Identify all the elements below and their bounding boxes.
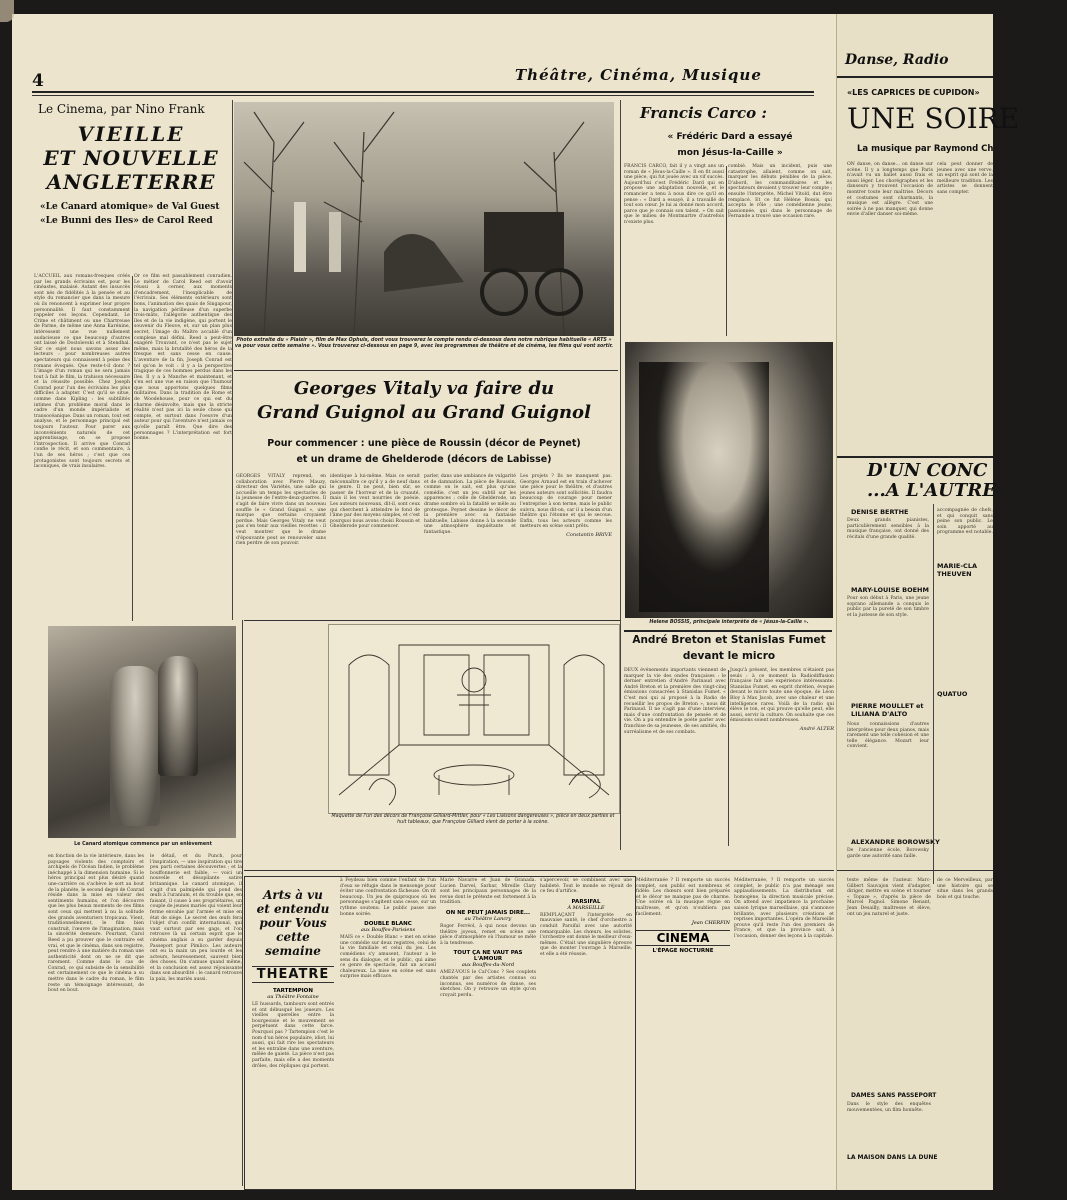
right-col-c4 (847, 848, 929, 878)
plaisir-photo (234, 102, 614, 336)
bottom-item-1: DAMES SANS PASSEPORT (851, 1092, 937, 1099)
body-text: FRANCIS CARCO, fait il y a vingt ans un roman de « Jésus-la-Caille ». Il en fit aussi une pièce, qui fut jouée avec un vif succès. Aujourd'hui c'est Frédéric Dard qui en propose une adaptation nouvelle, et le romancier a tenu à nous dire ce qu'il en pense : « Dard a essayé, il a travaillé de tout son cœur. Je lui ai donné mon accord, parce que je connais son talent. » On sait que le milieu de Montmartre d'autrefois n'existe plus. (624, 164, 724, 225)
cinema-headline-2: ET NOUVELLE (43, 146, 219, 170)
body-text: le détail, et du Punch, pour l'inspiration, — une inspiration qui tire peu parti certaines découvertes ; et la bouffonnerie est faible, — voici un nouvelle et désopilante satire britannique. Le canard atomique, il s'agit d'un palmipède qui pond des œufs à l'uranium, et du trouble que, en faisant, il cause à ses propriétaires, un couple de jeunes mariés qui voient leur ferme envahie par l'armée et mise en état de siège. Le secret des œufs fera l'objet d'un conflit international, qui vaut surtout par ses gags, et l'on retrouve là un certain esprit que le cinéma anglais a su garder depuis Passeport pour Pimlico. Les auteurs ont eu la main un peu lourde et les acteurs, heureusement, sauvent bien des choses. On s'amuse quand même, et la conclusion est assez réjouissante dans son absurdité : le canard retrouve la paix, les mariés aussi. (150, 854, 242, 983)
body-text: identique à lui-même. Mais ce serait méconnaître ce qu'il y a de neuf dans le genre. Il ne peut, bien sûr, se passer de l'horreur et de la cruauté, mais il les veut nourries de poésie. Les auteurs nouveaux, dit-il, sont ceux qui cherchent à atteindre le fond de l'âme par des moyens simples, et c'est pourquoi nous avons choisi Roussin et Ghelderode pour commencer. (330, 474, 420, 530)
body-text: AMEZ-VOUS le Cal'Conc ? Ses couplets chantés par des artistes connus ou inconnus, ses numéros de danse, ses sketches. On y retrouve un style qu'on croyait perdu. (440, 970, 536, 998)
breton-col-2 (730, 668, 834, 848)
cinema-sub-2: «Le Bunni des Iles» de Carol Reed (40, 216, 213, 226)
cinema-continuation-1 (48, 854, 144, 1184)
body-text: texte même de l'auteur. Marc-Gilbert Sauvajon vient d'adapter, diriger, mettre en scène et tourner « Topaze », d'après la pièce de Marcel Pagnol. Simone Renant, Jean Desailly, maîtresse et élève, ont un jeu naturel et juste. (847, 878, 931, 917)
helene-caption: Helene BOSSIS, principale interprète de « Jésus-la-Caille ». (649, 620, 809, 625)
body-text: Les projets ? Ils ne manquent pas. Georges Arnaud est en train d'achever une pièce pour le théâtre, et d'autres jeunes auteurs sont sollicités. Il faudra beaucoup de courage pour mener l'entreprise à son terme, mais le public suivra, nous dit-on, car il a besoin d'un théâtre qui l'étonne et qui le secoue. Enfin, tous les acteurs comme les metteurs en scène sont prêts. (520, 474, 612, 530)
cinema-sub-1: «Le Canard atomique» de Val Guest (40, 202, 220, 212)
name-2: MARY-LOUISE BOEHM (851, 586, 929, 594)
body-text: accompagnée de chefs, et qui conquit sans peine son public. Le soin apporté au programme est notable. (937, 508, 993, 536)
arts-col-4 (540, 878, 632, 1184)
body-text: Pour son début à Paris, une jeune soprano allemande a conquis le public par la pureté de son timbre et la justesse de son style. (847, 596, 929, 618)
right-col-e (847, 878, 931, 1088)
arts-item-2: DOUBLE BLANC (364, 921, 412, 928)
vitaly-col-3 (424, 474, 516, 614)
section-title: Théâtre, Cinéma, Musique (515, 66, 762, 84)
vitaly-col-1 (236, 474, 326, 614)
mouse-cursor-icon (0, 0, 14, 22)
vitaly-headline-2: Grand Guignol au Grand Guignol (257, 402, 591, 423)
caprices-kicker: «LES CAPRICES DE CUPIDON» (847, 88, 980, 97)
column-rule (728, 670, 729, 846)
canard-photo (48, 626, 236, 838)
cinema-kicker: Le Cinema, par Nino Frank (38, 102, 205, 116)
carco-sub-2: mon Jésus-la-Caille » (677, 148, 783, 158)
arts-item-3: TOUT ÇA NE VAUT PAS L'AMOUR (453, 950, 523, 963)
vitaly-col-2 (330, 474, 420, 614)
arts-item-5: PARSIFAL (571, 898, 601, 905)
right-col-g (937, 878, 993, 1178)
bottom-right-col (734, 878, 834, 1184)
body-text: Dans le style des enquêtes mouvementées, un film honnête. (847, 1102, 931, 1113)
column-rule (726, 166, 727, 336)
header-rule-thin (32, 95, 814, 96)
column-rule (242, 620, 243, 1186)
arts-item-4-sub: au Théâtre Lancry (464, 915, 512, 922)
body-text: De l'ancienne école, Borowsky garde une autorité sans faille. (847, 848, 929, 859)
concert-headline-b: ...A L'AUTRE (867, 480, 996, 501)
body-text: Roger Ferréol, à qui nous devons un théâtre joyeux, remet en scène une pièce d'atmosphère où l'humour se mêle à la tendresse. (440, 923, 536, 946)
bottom-item-2: LA MAISON DANS LA DUNE (847, 1154, 938, 1161)
vitaly-sub-2: et un drame de Ghelderode (décors de Labisse) (296, 454, 552, 465)
arts-col-3 (440, 878, 536, 1184)
next-section-title: Danse, Radio (845, 52, 949, 68)
breton-headline-2: devant le micro (682, 650, 776, 662)
cinema-headline-1: VIEILLE (77, 122, 185, 146)
breton-signature: André ALTER (799, 725, 834, 732)
column-rule (132, 276, 133, 621)
body-text: de ce Merveilleux, par une histoire qui se situe dans les grands bois et qui touche. (937, 878, 993, 900)
right-col-b (937, 162, 993, 452)
cinema-headline-3: ANGLETERRE (46, 170, 216, 194)
carriage-illustration (234, 102, 614, 336)
body-text: en fonction de la vie intérieure, dans les paysages violents des comptoirs et archipels de l'Océan Indien, le problème inéchappé à la dimension humaine. Si le héros principal est plus désiré quand une-carrière ou s'achève le sort au bout de la planète, le second degré de Conrad réside dans la mise en valeur des sentiments humains, et l'on découvre que les plus beaux moments de ces films sont ceux qui mettent à nu la solitude des grands aventuriers tropicaux. Vient, traditionnellement, le film bien construit, l'œuvre de l'imagination, mais la sincérité demeure. Pourtant, Carol Reed a pu prouver que le contraire est vrai, et que le cinéma, dans son registre, peut rendre à une matière du roman une authenticité dont on ne se dit que rarement. Comme dans le cas de Conrad, ce qui subsiste de la sensibilité est certainement ce que le cinéma a su mettre dans le cadre du roman, le film reste un témoignage intéressant, de bout en bout. (48, 854, 144, 994)
arts-cinema-label: CINEMA (636, 930, 730, 946)
section-rule (234, 370, 618, 371)
carco-sub-1: « Frédéric Dard a essayé (667, 132, 793, 142)
vitaly-headline-1: Georges Vitaly va faire du (293, 378, 555, 399)
arts-section-theatre: THEATRE (252, 966, 334, 983)
body-text: combié. Mais un incident, puis une catastrophe, allaient, comme on sait, marquer les débuts pénibles de la pièce. D'abord, les commanditaires et les spectateurs devaient y trouver leur compte ; ensuite l'interprète, Michel Vitold, dut être remplacé. Et ce fut Hélène Bossis, qui accepta le rôle ; une comédienne jeune, passionnée, qui dans le personnage de Fernande a trouvé une occasion rare. (728, 164, 832, 220)
vitaly-sub-1: Pour commencer : une pièce de Roussin (décor de Peynet) (267, 438, 581, 449)
caprices-headline: UNE SOIRE (847, 102, 1020, 135)
arts-col-2 (340, 878, 436, 1184)
section-rule (624, 630, 832, 632)
body-text: Jusqu'à présent, les membres n'étaient pas seuls : à ce moment la Radiodiffusion française fait une expérience intéressante. Stanislas Fumet, en esprit chrétien, évoque devant le micro toute une époque, de Léon Bloy à Max Jacob, avec une chaleur et une intelligence rares. Voilà de la radio qui élève le ton, et qui prouve qu'elle peut, elle aussi, servir la culture. On souhaite que ces émissions soient nombreuses. (730, 668, 834, 724)
arts-col-1 (252, 988, 334, 1184)
name-1: DENISE BERTHE (851, 508, 909, 516)
cinema-continuation-2 (150, 854, 242, 1184)
carco-col-2 (728, 164, 832, 340)
section-rule (244, 870, 834, 871)
body-text: ON danse, on danse... on danse sur scène. Il y a longtemps que Paris n'avait vu un ballet aussi frais et aussi léger. Les chorégraphes et les danseurs y trouvent l'occasion de montrer toute leur maîtrise. Décors et costumes sont charmants, la musique est allègre. C'est une soirée à ne pas manquer, qui donne envie d'aller danser soi-même. (847, 162, 933, 218)
arts-item-1-sub: au Théâtre Fontaine (267, 994, 319, 1000)
arts-line-4: cette semaine (265, 930, 321, 958)
next-page-strip (836, 14, 1020, 1190)
carco-headline: Francis Carco : (640, 104, 767, 122)
helene-photo (625, 342, 833, 618)
right-col-f (847, 1102, 931, 1162)
right-col-d (937, 508, 993, 878)
breton-col-1 (624, 668, 726, 848)
section-rule (837, 870, 993, 871)
section-rule (837, 456, 993, 458)
plaisir-caption: Photo extraite du « Plaisir », film de Max Ophuls, dont vous trouverez le compte rendu ci-dessous dans notre rubrique habituelle « ARTS » va pour vous cette semaine ». Vous trouverez ci-dessous en page 9, avec les programmes de théâtre et de cinéma, les films qui vont sortir. (234, 338, 614, 349)
body-text: Deux grands pianistes, particulièrement sensibles à la musique française, ont donné des récitals d'une grande qualité. (847, 518, 929, 540)
photo-figure (110, 666, 160, 826)
vitaly-signature: Constantin BRIVE (566, 531, 612, 538)
column-rule (232, 100, 233, 620)
name-3: PIERRE MOULLET et LILIANA D'ALTO (851, 702, 924, 718)
arts-item-2-sub: aux Bouffes-Parisiens (360, 927, 416, 934)
breton-headline-1: André Breton et Stanislas Fumet (632, 634, 826, 646)
right-col-c1 (847, 518, 929, 578)
body-text: REMPLAÇANT l'interprète en mauvaise santé, le chef d'orchestre a conduit Parsifal avec une autorité remarquable. Les chœurs, les solistes, l'orchestre ont donné le meilleur d'eux-mêmes. C'était une singulière épreuve que de monter l'ouvrage à Marseille, et elle a été réussie. (540, 912, 632, 957)
body-text: DEUX événements importants viennent de marquer la vie des ondes françaises : le dernier entretien d'André Parinaud avec André Breton et la première des vingt-cinq émissions consacrées à Stanislas Fumet. « C'est moi qui ai proposé à la Radio de recueillir les propos de Breton », nous dit Parinaud. Il ne s'agit pas d'une interview, mais d'une confrontation de pensée et de vie. On a pu entendre le poète parler avec franchise de sa jeunesse, de ses amitiés, du surréalisme et de ses combats. (624, 668, 726, 735)
arts-cinema-item: L'ÉPAGE NOCTURNE (652, 948, 714, 955)
arts-col-5 (636, 878, 730, 1184)
page-number: 4 (32, 71, 44, 91)
newspaper-page (12, 14, 842, 1190)
concert-headline: D'UN CONC (867, 460, 988, 481)
arts-item-5-sub: À MARSEILLE (567, 904, 605, 911)
body-text: MAIS ce « Double Blanc » met en scène une comédie sur deux registres, celui de la vie familiale et celui du jeu. Les comédiens s'y amusent, l'auteur a le sens du dialogue, et le public, qui aime ce genre de spectacle, fait un accueil chaleureux. La mise en scène est sans surprise mais efficace. (340, 935, 436, 980)
body-text: cela peut donner de jeunes avec une verve, un esprit qui sont de la meilleure tradition. Les artistes se donnent sans compter. (937, 162, 993, 195)
column-rule (620, 100, 621, 850)
cinema-body-col-2 (134, 274, 232, 626)
body-text: LE hussards, tambours sont entrés et ont débusqué les joueurs. Les vieilles querelles entre la bourgeoisie et le mouvement se perpétuent dans cette farce. Pourquoi pas ? Tartempion c'est le nom d'un héros populaire, idiot, lui aussi, qui fait rire les spectateurs et les entraîne dans une aventure, mêlée de gaieté. La pièce n'est pas parfaite, mais elle a des moments drôles, des répliques qui portent. (252, 1002, 335, 1069)
canard-caption: Le Canard atomique commence par un enlèvement (74, 842, 212, 847)
body-text: GEORGES VITALY reprend, en collaboration avec Pierre Mauzy, directeur des Variétés, une salle qui accueille un temps les spectacles de la jeunesse de l'entre-deux-guerres. Il s'agit de faire vivre dans un nouveau souffle le « Grand Guignol », une marque que certains croyaient perdue. Mais Georges Vitaly ne veut pas s'en tenir aux vieilles recettes : il veut montrer que le drame d'épouvante peut se renouveler sans rien perdre de son pouvoir. (236, 474, 326, 547)
section-rule (244, 620, 620, 621)
body-text: Nous connaissions d'autres interprètes pour deux pianos, mais rarement une telle cohésion et une telle élégance. Mozart leur convient. (847, 722, 929, 750)
arts-signature: Jean CHERFIN (691, 920, 730, 927)
body-text: L'ACCUEIL aux romans-fresques créés par les grands écrivains est, pour les cinéastes, malaisé. Autant des insuccès sont nés de fidélités à la pensée et au style du romancier que dans la mesure où ils renoncent à exprimer leur propre personnalité. Il faut constamment rappeler ces leçons. Cependant, Le Crime et châtiment ou une Chartreuse de Parme, de même une Anna Karénine, intéressent une vue nullement audacieuse ce que beaucoup d'autres ont laissé de Dostoïevski et à Stendhal. Sur ce sujet nous savons assez des lecteurs : pour nombreuses autres spectateurs qui connaissent à peine des romans évoqués. Que reste-t-il donc ? L'image d'un roman qui ne sera jamais tout à fait le film, la trahison nécessaire et la réussite possible. Chez Joseph Conrad pour l'un des écrivains les plus difficiles à adapter. C'est qu'il se situe, comme dans Kipling : les subtilités intimes d'un problème moral dans le cadre d'un monde impérialiste et transocéanique. Dans un roman, tout est analyse, et le personnage principal est toujours l'auteur. Pour parer aux inconvénients naturels de cet apprentissage, on se propose l'introspection. Il arrive que Conrad confie le récit, et son commentaire, à l'un de ses héros ; c'est que ces protagonistes sont toujours secrets et laconiques, de vrais insulaires. (34, 274, 130, 470)
stage-sketch (329, 625, 619, 813)
photo-hair (639, 362, 769, 612)
body-text: Or ce film est passablement conradien. Le métier de Carol Reed est d'avoir réussi à cerner, aux moments d'encadrement, l'inexplicable de l'écrivain. Ses éléments extérieurs sont bons, l'animation des quais de Singapour, la navigation périlleuse d'un superbe trois-mâts, l'allégorie authentique des îles et de la vie indigène, qui portent le souvenir du Fleuve, et, sur un plan plus secret, l'image du Maître accablé d'un complexe mal défini. Reed a peut-être exagéré Trouvant, ce n'est pas le sujet même, mais la brutalité des héros de la fresque est sans cesse en cause. L'aventure de la fin, Joseph Conrad est tel qu'on le voit : il y a la perspective tragique de ces hommes perdus dans les îles. Il y a à Manche et maintenant, et s'en est une vue en raison que l'humour que nous apportons quelques films militaires. Dans la tradition de Rome et de Woodehouse, pour ce qui est du charme désinvolte, mais que la stricte réalité n'est pas ici la seule chose qui compte, et surtout dans l'oeuvre d'un auteur pour qui l'aventure n'est jamais ce qu'elle paraît être. Que dire des personnages ? L'interprétation est fort bonne. (134, 274, 232, 442)
photo-figure-2 (158, 656, 198, 776)
right-col-a (847, 162, 933, 452)
body-text: à Feydeau bien comme l'enfant de l'un d'eux se réfugie dans le mensonge pour éviter une confrontation fâcheuse. On rit beaucoup. Un jeu de quiproquos où les personnages s'agitent sans cesse, sur un rythme soutenu. Le public passe une bonne soirée. (340, 878, 436, 917)
body-text: Méditerranée, ? Il remporte un succès complet, le public n'a pas ménagé ses applaudissements. La distribution est homogène, la direction musicale précise. On attend avec impatience la prochaine saison lyrique marseillaise, qui s'annonce brillante, avec plusieurs créations et reprises importantes. L'opéra de Marseille prouve qu'il reste l'un des premiers de France, et que la province sait, à l'occasion, donner des leçons à la capitale. (734, 878, 834, 939)
arts-item-3-sub: aux Bouffes-du-Nord (461, 962, 515, 969)
sketch-caption: Maquette de l'un des décors de Françoise Gilliard-Mittler, pour « Les Liaisons dangereuses », pièce en deux parties et huit tableaux, que Françoise Gilliard vient de porter à la scène. (331, 814, 615, 825)
vitaly-col-4 (520, 474, 612, 614)
arts-line-2: et entendu (256, 902, 330, 916)
arts-item-1: TARTEMPION (273, 988, 313, 994)
body-text: Méditerranée ? Il remporte un succès complet, son public est nombreux et fidèle. Les chœurs sont bien préparés et le décor ne manque pas de charme. Une soirée où la musique règne en maîtresse, et qu'on n'oubliera pas facilement. (636, 878, 730, 917)
body-text: parler, dans une ambiance de vulgarité et de damnation. La pièce de Roussin, comme on le sait, est plus qu'une comédie, c'est un jeu subtil sur les apparences ; celle de Ghelderode, un drame sombre où la fatalité se mêle au grotesque. Peynet dessine le décor de la première avec sa fantaisie habituelle, Labisse donne à la seconde une atmosphère inquiétante et fantastique. (424, 474, 516, 535)
arts-item-4: ON NE PEUT JAMAIS DIRE... (445, 909, 531, 916)
cinema-body-col-1 (34, 274, 130, 626)
body-text: s'apercevoir, se combinent avec une habileté. Tout le monde se réjouit de ce feu d'artifice. (540, 878, 632, 895)
arts-line-3: pour Vous (259, 916, 327, 930)
right-col-c2 (847, 596, 929, 696)
side-name-2: QUATUO (937, 690, 968, 698)
body-text: Marie Navarre et Juan de Granada. Lucien Darvel, Sarbar, Mireille Clary sont les principaux personnages de la revue dont le prétexte est fortement à la tradition. (440, 878, 536, 906)
header-rule (837, 76, 993, 78)
header-rule (32, 91, 814, 93)
decor-sketch (328, 624, 620, 814)
side-name-1: MARIE-CLA THEUVEN (937, 562, 978, 578)
arts-line-1: Arts à vu (263, 888, 323, 902)
carco-col-1 (624, 164, 724, 340)
column-rule (933, 504, 934, 884)
caprices-sub: La musique par Raymond Ch (857, 144, 994, 154)
name-4: ALEXANDRE BOROWSKY (851, 838, 940, 846)
right-col-c3 (847, 722, 929, 822)
